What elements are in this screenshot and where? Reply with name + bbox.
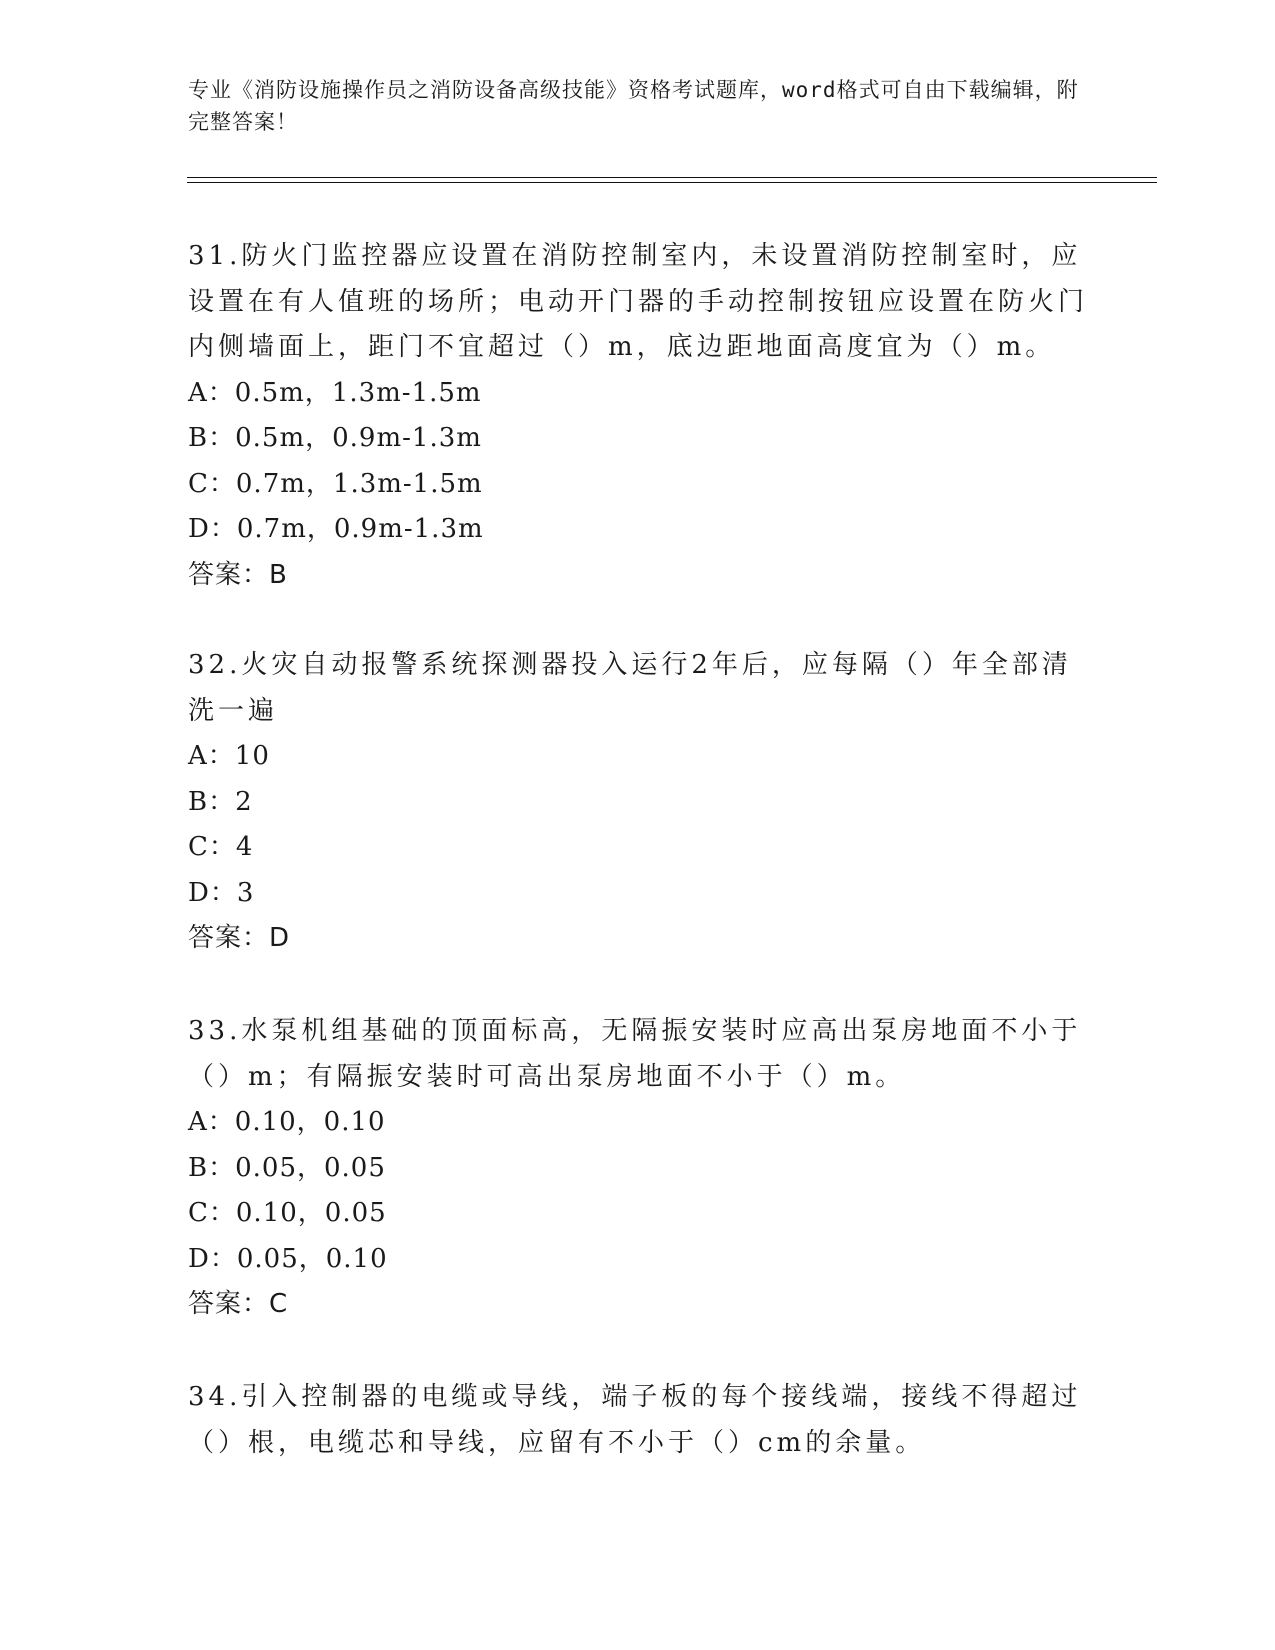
option-b: B：2 xyxy=(188,786,253,817)
option-d: D：3 xyxy=(188,877,255,908)
header-divider-top xyxy=(187,177,1157,178)
header-divider-bottom xyxy=(187,182,1157,183)
option-a: A：0.5m，1.3m-1.5m xyxy=(188,377,482,408)
option-b: B：0.05，0.05 xyxy=(188,1152,386,1183)
option-c: C：0.7m，1.3m-1.5m xyxy=(188,468,483,499)
option-d: D：0.05，0.10 xyxy=(188,1243,388,1274)
question-31 xyxy=(188,234,1088,598)
question-32 xyxy=(188,643,1088,962)
option-d: D：0.7m，0.9m-1.3m xyxy=(188,514,484,544)
question-stem: 32.火灾自动报警系统探测器投入运行2年后，应每隔（）年全部清洗一遍 xyxy=(188,650,1072,726)
option-c: C：4 xyxy=(188,832,254,862)
answer: 答案：B xyxy=(188,559,288,590)
answer: 答案：C xyxy=(188,1289,289,1319)
document-intro: 专业《消防设施操作员之消防设备高级技能》资格考试题库，word格式可自由下载编辑，附完整答案！ xyxy=(188,78,1079,134)
option-c: C：0.10，0.05 xyxy=(188,1198,387,1228)
answer: 答案：D xyxy=(188,923,291,953)
option-b: B：0.5m，0.9m-1.3m xyxy=(188,423,482,453)
option-a: A：0.10，0.10 xyxy=(188,1107,386,1137)
question-33 xyxy=(188,1009,1088,1328)
question-stem: 31.防火门监控器应设置在消防控制室内，未设置消防控制室时，应设置在有人值班的场所；电动开门器的手动控制按钮应设置在防火门内侧墙面上，距门不宜超过（）m，底边距地面高度宜为（）m。 xyxy=(188,241,1089,362)
option-a: A：10 xyxy=(188,741,270,771)
question-stem: 33.水泵机组基础的顶面标高，无隔振安装时应高出泵房地面不小于（）m；有隔振安装时可高出泵房地面不小于（）m。 xyxy=(188,1016,1082,1092)
question-stem: 34.引入控制器的电缆或导线，端子板的每个接线端，接线不得超过（）根，电缆芯和导线，应留有不小于（）cm的余量。 xyxy=(188,1382,1082,1458)
question-34 xyxy=(188,1375,1088,1466)
